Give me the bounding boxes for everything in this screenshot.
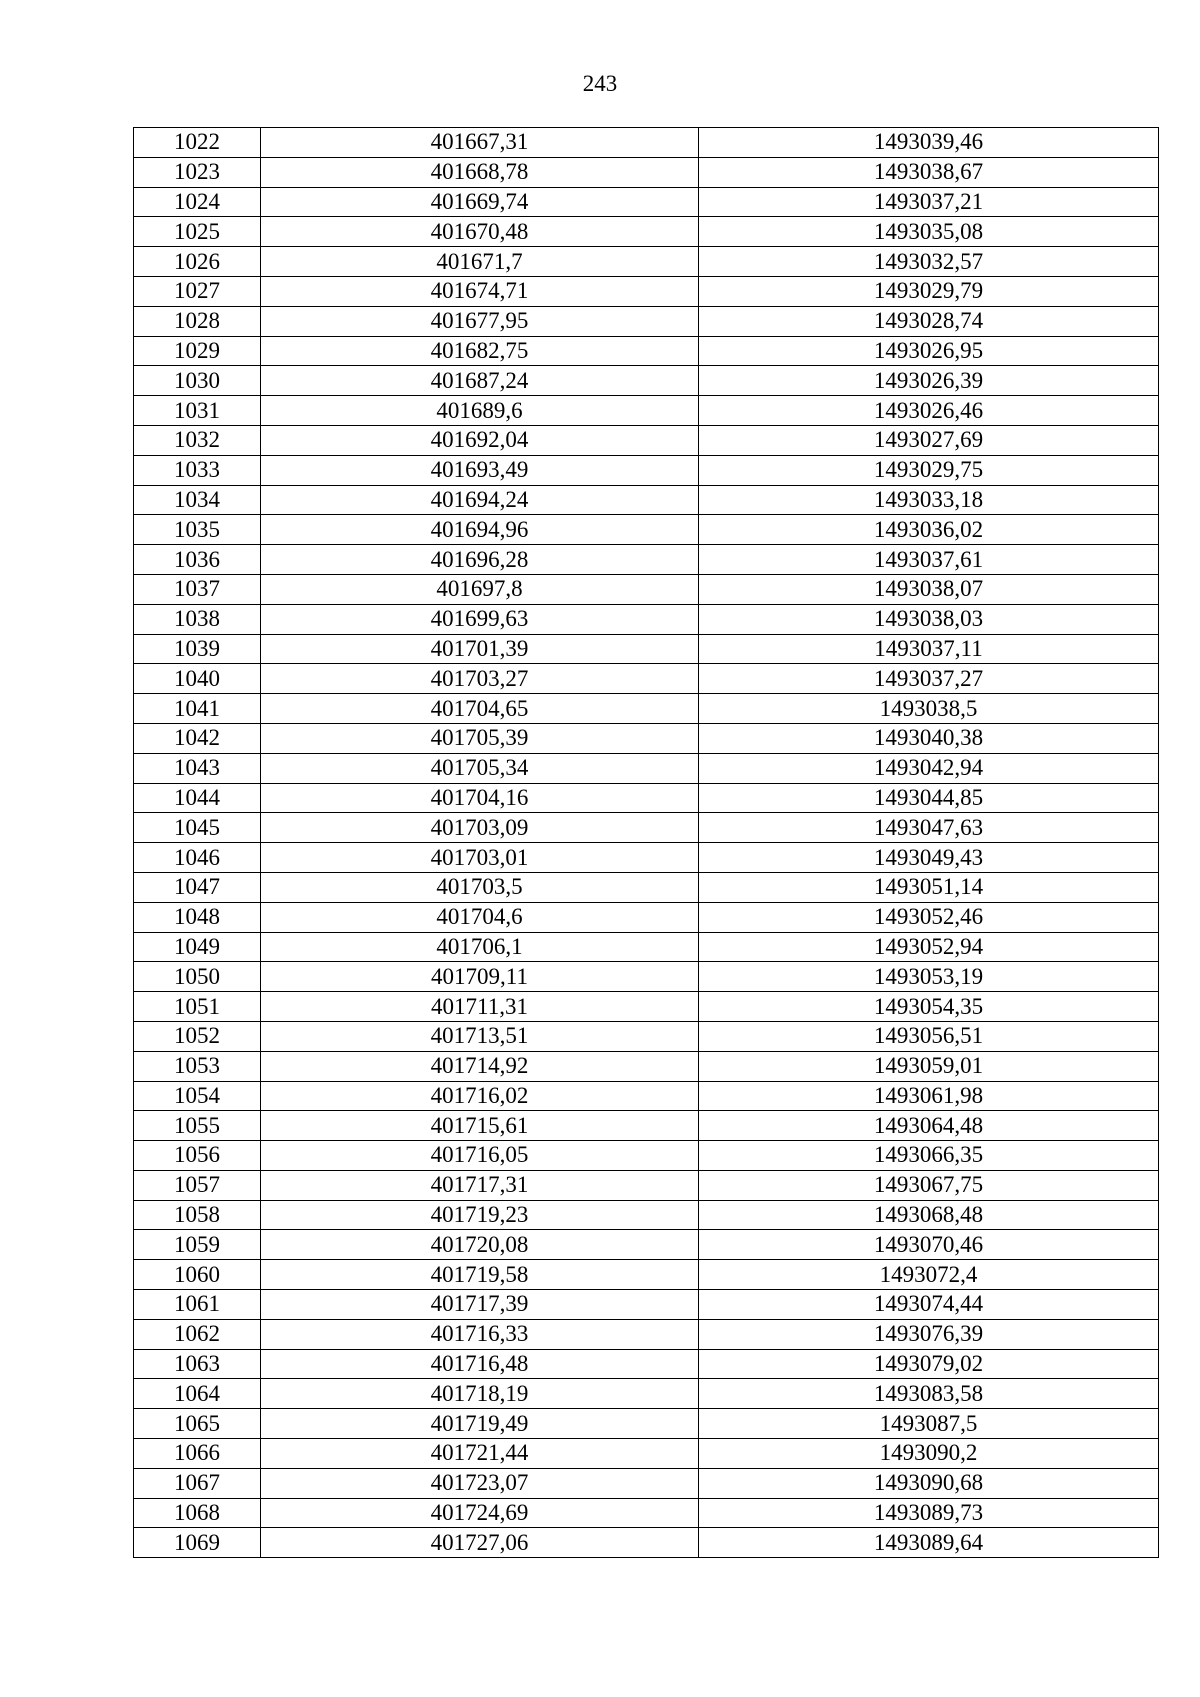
y-coordinate-cell: 1493036,02 xyxy=(699,515,1159,545)
table-row xyxy=(134,962,1159,992)
point-number-cell: 1050 xyxy=(134,962,261,992)
table-row xyxy=(134,396,1159,426)
point-number-cell: 1041 xyxy=(134,694,261,724)
point-number-cell: 1040 xyxy=(134,664,261,694)
y-coordinate-cell: 1493064,48 xyxy=(699,1111,1159,1141)
y-coordinate-cell: 1493052,94 xyxy=(699,932,1159,962)
point-number-cell: 1026 xyxy=(134,247,261,277)
point-number-cell: 1045 xyxy=(134,813,261,843)
point-number-cell: 1057 xyxy=(134,1170,261,1200)
y-coordinate-cell: 1493087,5 xyxy=(699,1409,1159,1439)
y-coordinate-cell: 1493083,58 xyxy=(699,1379,1159,1409)
table-row xyxy=(134,157,1159,187)
table-row xyxy=(134,1379,1159,1409)
point-number-cell: 1035 xyxy=(134,515,261,545)
y-coordinate-cell: 1493037,61 xyxy=(699,545,1159,575)
x-coordinate-cell: 401697,8 xyxy=(261,574,699,604)
point-number-cell: 1066 xyxy=(134,1439,261,1469)
point-number-cell: 1064 xyxy=(134,1379,261,1409)
y-coordinate-cell: 1493027,69 xyxy=(699,425,1159,455)
point-number-cell: 1043 xyxy=(134,753,261,783)
y-coordinate-cell: 1493068,48 xyxy=(699,1200,1159,1230)
x-coordinate-cell: 401713,51 xyxy=(261,1021,699,1051)
y-coordinate-cell: 1493040,38 xyxy=(699,723,1159,753)
y-coordinate-cell: 1493037,11 xyxy=(699,634,1159,664)
point-number-cell: 1048 xyxy=(134,902,261,932)
point-number-cell: 1037 xyxy=(134,574,261,604)
table-row xyxy=(134,128,1159,158)
table-row xyxy=(134,1170,1159,1200)
x-coordinate-cell: 401669,74 xyxy=(261,187,699,217)
x-coordinate-cell: 401692,04 xyxy=(261,425,699,455)
x-coordinate-cell: 401720,08 xyxy=(261,1230,699,1260)
table-row xyxy=(134,783,1159,813)
table-row xyxy=(134,485,1159,515)
y-coordinate-cell: 1493039,46 xyxy=(699,128,1159,158)
y-coordinate-cell: 1493067,75 xyxy=(699,1170,1159,1200)
y-coordinate-cell: 1493079,02 xyxy=(699,1349,1159,1379)
y-coordinate-cell: 1493076,39 xyxy=(699,1319,1159,1349)
x-coordinate-cell: 401667,31 xyxy=(261,128,699,158)
table-row xyxy=(134,753,1159,783)
table-row xyxy=(134,1081,1159,1111)
x-coordinate-cell: 401670,48 xyxy=(261,217,699,247)
x-coordinate-cell: 401703,01 xyxy=(261,843,699,873)
table-row xyxy=(134,1528,1159,1558)
table-row xyxy=(134,306,1159,336)
point-number-cell: 1052 xyxy=(134,1021,261,1051)
point-number-cell: 1059 xyxy=(134,1230,261,1260)
y-coordinate-cell: 1493051,14 xyxy=(699,872,1159,902)
x-coordinate-cell: 401719,58 xyxy=(261,1260,699,1290)
y-coordinate-cell: 1493044,85 xyxy=(699,783,1159,813)
table-row xyxy=(134,276,1159,306)
table-row xyxy=(134,187,1159,217)
point-number-cell: 1025 xyxy=(134,217,261,247)
table-row xyxy=(134,1290,1159,1320)
x-coordinate-cell: 401687,24 xyxy=(261,366,699,396)
x-coordinate-cell: 401668,78 xyxy=(261,157,699,187)
table-row xyxy=(134,1111,1159,1141)
x-coordinate-cell: 401706,1 xyxy=(261,932,699,962)
y-coordinate-cell: 1493038,67 xyxy=(699,157,1159,187)
x-coordinate-cell: 401721,44 xyxy=(261,1439,699,1469)
point-number-cell: 1047 xyxy=(134,872,261,902)
y-coordinate-cell: 1493038,03 xyxy=(699,604,1159,634)
x-coordinate-cell: 401704,6 xyxy=(261,902,699,932)
y-coordinate-cell: 1493090,68 xyxy=(699,1468,1159,1498)
table-row xyxy=(134,932,1159,962)
y-coordinate-cell: 1493026,95 xyxy=(699,336,1159,366)
table-row xyxy=(134,1349,1159,1379)
table-row xyxy=(134,1021,1159,1051)
y-coordinate-cell: 1493038,5 xyxy=(699,694,1159,724)
table-row xyxy=(134,1230,1159,1260)
table-row xyxy=(134,1409,1159,1439)
y-coordinate-cell: 1493026,39 xyxy=(699,366,1159,396)
coordinates-table-body xyxy=(134,128,1159,1558)
point-number-cell: 1044 xyxy=(134,783,261,813)
x-coordinate-cell: 401717,31 xyxy=(261,1170,699,1200)
y-coordinate-cell: 1493054,35 xyxy=(699,992,1159,1022)
y-coordinate-cell: 1493028,74 xyxy=(699,306,1159,336)
point-number-cell: 1067 xyxy=(134,1468,261,1498)
x-coordinate-cell: 401717,39 xyxy=(261,1290,699,1320)
point-number-cell: 1024 xyxy=(134,187,261,217)
x-coordinate-cell: 401701,39 xyxy=(261,634,699,664)
x-coordinate-cell: 401699,63 xyxy=(261,604,699,634)
table-row xyxy=(134,515,1159,545)
y-coordinate-cell: 1493032,57 xyxy=(699,247,1159,277)
y-coordinate-cell: 1493038,07 xyxy=(699,574,1159,604)
x-coordinate-cell: 401689,6 xyxy=(261,396,699,426)
page-number: 243 xyxy=(582,71,618,96)
x-coordinate-cell: 401703,27 xyxy=(261,664,699,694)
point-number-cell: 1058 xyxy=(134,1200,261,1230)
x-coordinate-cell: 401723,07 xyxy=(261,1468,699,1498)
x-coordinate-cell: 401727,06 xyxy=(261,1528,699,1558)
table-row xyxy=(134,634,1159,664)
point-number-cell: 1031 xyxy=(134,396,261,426)
y-coordinate-cell: 1493049,43 xyxy=(699,843,1159,873)
table-row xyxy=(134,574,1159,604)
table-row xyxy=(134,1439,1159,1469)
x-coordinate-cell: 401682,75 xyxy=(261,336,699,366)
table-row xyxy=(134,545,1159,575)
point-number-cell: 1022 xyxy=(134,128,261,158)
table-row xyxy=(134,217,1159,247)
x-coordinate-cell: 401716,02 xyxy=(261,1081,699,1111)
y-coordinate-cell: 1493029,75 xyxy=(699,455,1159,485)
y-coordinate-cell: 1493037,21 xyxy=(699,187,1159,217)
y-coordinate-cell: 1493090,2 xyxy=(699,1439,1159,1469)
x-coordinate-cell: 401715,61 xyxy=(261,1111,699,1141)
x-coordinate-cell: 401671,7 xyxy=(261,247,699,277)
point-number-cell: 1033 xyxy=(134,455,261,485)
y-coordinate-cell: 1493033,18 xyxy=(699,485,1159,515)
table-row xyxy=(134,843,1159,873)
point-number-cell: 1036 xyxy=(134,545,261,575)
y-coordinate-cell: 1493074,44 xyxy=(699,1290,1159,1320)
point-number-cell: 1038 xyxy=(134,604,261,634)
coordinates-table xyxy=(133,127,1159,1558)
table-row xyxy=(134,336,1159,366)
y-coordinate-cell: 1493035,08 xyxy=(699,217,1159,247)
point-number-cell: 1042 xyxy=(134,723,261,753)
y-coordinate-cell: 1493042,94 xyxy=(699,753,1159,783)
x-coordinate-cell: 401719,23 xyxy=(261,1200,699,1230)
y-coordinate-cell: 1493089,64 xyxy=(699,1528,1159,1558)
y-coordinate-cell: 1493026,46 xyxy=(699,396,1159,426)
x-coordinate-cell: 401694,96 xyxy=(261,515,699,545)
y-coordinate-cell: 1493052,46 xyxy=(699,902,1159,932)
y-coordinate-cell: 1493089,73 xyxy=(699,1498,1159,1528)
point-number-cell: 1056 xyxy=(134,1141,261,1171)
point-number-cell: 1028 xyxy=(134,306,261,336)
y-coordinate-cell: 1493053,19 xyxy=(699,962,1159,992)
point-number-cell: 1068 xyxy=(134,1498,261,1528)
x-coordinate-cell: 401704,65 xyxy=(261,694,699,724)
point-number-cell: 1069 xyxy=(134,1528,261,1558)
y-coordinate-cell: 1493037,27 xyxy=(699,664,1159,694)
point-number-cell: 1055 xyxy=(134,1111,261,1141)
table-row xyxy=(134,813,1159,843)
x-coordinate-cell: 401719,49 xyxy=(261,1409,699,1439)
x-coordinate-cell: 401709,11 xyxy=(261,962,699,992)
point-number-cell: 1032 xyxy=(134,425,261,455)
x-coordinate-cell: 401696,28 xyxy=(261,545,699,575)
y-coordinate-cell: 1493072,4 xyxy=(699,1260,1159,1290)
point-number-cell: 1061 xyxy=(134,1290,261,1320)
table-row xyxy=(134,1498,1159,1528)
x-coordinate-cell: 401703,5 xyxy=(261,872,699,902)
x-coordinate-cell: 401714,92 xyxy=(261,1051,699,1081)
point-number-cell: 1023 xyxy=(134,157,261,187)
y-coordinate-cell: 1493059,01 xyxy=(699,1051,1159,1081)
point-number-cell: 1029 xyxy=(134,336,261,366)
table-row xyxy=(134,425,1159,455)
point-number-cell: 1027 xyxy=(134,276,261,306)
table-row xyxy=(134,247,1159,277)
x-coordinate-cell: 401705,34 xyxy=(261,753,699,783)
x-coordinate-cell: 401716,48 xyxy=(261,1349,699,1379)
y-coordinate-cell: 1493029,79 xyxy=(699,276,1159,306)
table-row xyxy=(134,694,1159,724)
table-row xyxy=(134,1319,1159,1349)
x-coordinate-cell: 401677,95 xyxy=(261,306,699,336)
x-coordinate-cell: 401711,31 xyxy=(261,992,699,1022)
table-row xyxy=(134,872,1159,902)
table-row xyxy=(134,604,1159,634)
x-coordinate-cell: 401693,49 xyxy=(261,455,699,485)
table-row xyxy=(134,723,1159,753)
x-coordinate-cell: 401718,19 xyxy=(261,1379,699,1409)
x-coordinate-cell: 401704,16 xyxy=(261,783,699,813)
point-number-cell: 1051 xyxy=(134,992,261,1022)
x-coordinate-cell: 401703,09 xyxy=(261,813,699,843)
y-coordinate-cell: 1493061,98 xyxy=(699,1081,1159,1111)
point-number-cell: 1063 xyxy=(134,1349,261,1379)
x-coordinate-cell: 401705,39 xyxy=(261,723,699,753)
x-coordinate-cell: 401724,69 xyxy=(261,1498,699,1528)
y-coordinate-cell: 1493047,63 xyxy=(699,813,1159,843)
point-number-cell: 1060 xyxy=(134,1260,261,1290)
table-row xyxy=(134,366,1159,396)
point-number-cell: 1054 xyxy=(134,1081,261,1111)
x-coordinate-cell: 401716,05 xyxy=(261,1141,699,1171)
x-coordinate-cell: 401694,24 xyxy=(261,485,699,515)
point-number-cell: 1034 xyxy=(134,485,261,515)
table-row xyxy=(134,1468,1159,1498)
y-coordinate-cell: 1493056,51 xyxy=(699,1021,1159,1051)
table-row xyxy=(134,1051,1159,1081)
point-number-cell: 1039 xyxy=(134,634,261,664)
table-row xyxy=(134,902,1159,932)
y-coordinate-cell: 1493066,35 xyxy=(699,1141,1159,1171)
point-number-cell: 1053 xyxy=(134,1051,261,1081)
x-coordinate-cell: 401716,33 xyxy=(261,1319,699,1349)
table-row xyxy=(134,1141,1159,1171)
x-coordinate-cell: 401674,71 xyxy=(261,276,699,306)
point-number-cell: 1049 xyxy=(134,932,261,962)
table-row xyxy=(134,992,1159,1022)
table-row xyxy=(134,664,1159,694)
y-coordinate-cell: 1493070,46 xyxy=(699,1230,1159,1260)
table-row xyxy=(134,1260,1159,1290)
point-number-cell: 1062 xyxy=(134,1319,261,1349)
table-row xyxy=(134,455,1159,485)
point-number-cell: 1046 xyxy=(134,843,261,873)
point-number-cell: 1065 xyxy=(134,1409,261,1439)
point-number-cell: 1030 xyxy=(134,366,261,396)
table-row xyxy=(134,1200,1159,1230)
